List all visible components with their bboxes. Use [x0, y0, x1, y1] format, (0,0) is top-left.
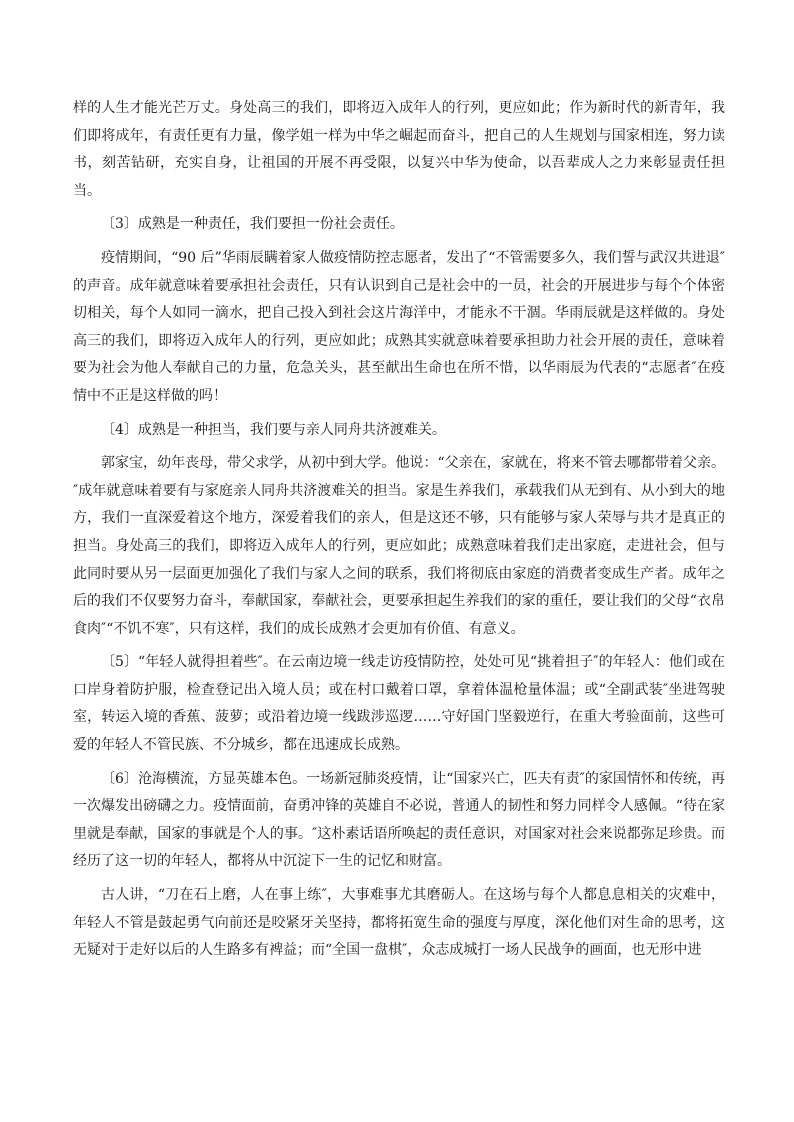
paragraph-ancients: 古人讲，“刀在石上磨，人在事上练″，大事难事尤其磨砺人。在这场与每个人都息息相关的灾难中，年轻人不管是鼓起勇气向前还是咬紧牙关坚持，都将拓宽生命的强度与厚度，深化他们对生命的思考，这无疑对于走好以后的人生路多有裨益；而“全国一盘棋″，众志成城打一场人民战争的画面，也无形中进: [73, 887, 725, 959]
paragraph-point-6: 〔6〕沧海横流，方显英雄本色。一场新冠肺炎疫情，让“国家兴亡，匹夫有责″的家国情怀和传统，再一次爆发出磅礴之力。疫情面前，奋勇冲锋的英雄自不必说，普通人的韧性和努力同样令人感佩。“待在家里就是奉献，国家的事就是个人的事。″这朴素话语所唤起的责任意识，对国家对社会来说都弥足珍贵。而经历了这一切的年轻人，都将从中沉淀下一生的记忆和财富。: [73, 770, 725, 870]
essay-body: [73, 95, 725, 971]
heading-point-4: 〔4〕成熟是一种担当，我们要与亲人同舟共济渡难关。: [101, 421, 446, 438]
paragraph-guo-jiabao: 郭家宝，幼年丧母，带父求学，从初中到大学。他说：“父亲在，家就在，将来不管去哪都带着父亲。″成年就意味着要有与家庭亲人同舟共济渡难关的担当。家是生养我们，承载我们从无到有、从小到大的地方，我们一直深爱着这个地方，深爱着我们的亲人，但是这还不够，只有能够与家人荣辱与共才是真正的担当。身处高三的我们，即将迈入成年人的行列，更应如此；成熟意味着我们走出家庭，走进社会，但与此同时要从另一层面更加强化了我们与家人之间的联系，我们将彻底由家庭的消费者变成生产者。成年之后的我们不仅要努力奋斗，奉献国家，奉献社会，更要承担起生养我们的家的重任，要让我们的父母“衣帛食肉″“不饥不寒″，只有这样，我们的成长成熟才会更加有价值、有意义。: [73, 455, 725, 637]
paragraph-continuation: 样的人生才能光芒万丈。身处高三的我们，即将迈入成年人的行列，更应如此；作为新时代的新青年，我们即将成年，有责任更有力量，像学姐一样为中华之崛起而奋斗，把自己的人生规划与国家相连，努力读书，刻苦钻研，充实自身，让祖国的开展不再受限，以复兴中华为使命，以吾辈成人之力来彰显责任担当。: [73, 100, 725, 199]
heading-point-3: 〔3〕成熟是一种责任，我们要担一份社会责任。: [101, 216, 404, 233]
paragraph-point-5: 〔5〕“年轻人就得担着些″。在云南边境一线走访疫情防控，处处可见“挑着担子″的年轻人：他们或在口岸身着防护服，检查登记出入境人员；或在村口戴着口罩，拿着体温枪量体温；或“全副武装″坐进驾驶室，转运入境的香蕉、菠萝；或沿着边境一线跋涉巡逻……守好国门坚毅逆行，在重大考验面前，这些可爱的年轻人不管民族、不分城乡，都在迅速成长成熟。: [73, 654, 725, 754]
paragraph-volunteer: 疫情期间，“90 后”华雨辰瞒着家人做疫情防控志愿者，发出了“不管需要多久，我们誓与武汉共进退″的声音。成年就意味着要承担社会责任，只有认识到自己是社会中的一员，社会的开展进步与每个个体密切相关，每个人如同一滴水，把自己投入到社会这片海洋中，才能永不干涸。华雨辰就是这样做的。身处高三的我们，即将迈入成年人的行列，更应如此；成熟其实就意味着要承担助力社会开展的责任，意味着要为社会为他人奉献自己的力量，危急关头，甚至献出生命也在所不惜，以华雨辰为代表的“志愿者″在疫情中不正是这样做的吗！: [73, 249, 725, 404]
